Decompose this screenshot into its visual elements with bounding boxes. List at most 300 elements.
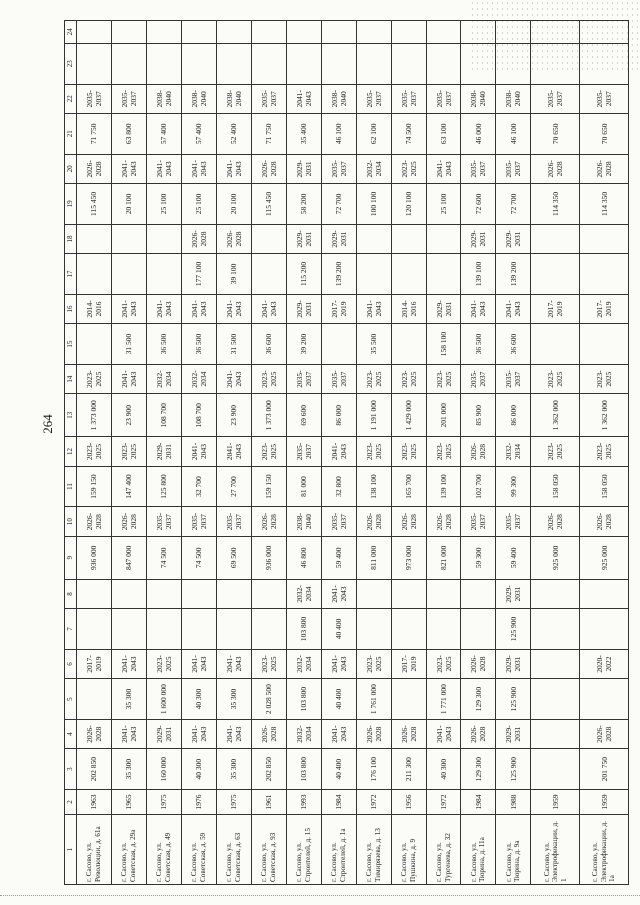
table-cell: 72 700	[496, 184, 531, 225]
table-row	[531, 21, 580, 885]
table-cell: 1975	[216, 790, 251, 815]
table-cell: 2041-2043	[426, 719, 461, 748]
table-cell: 103 800	[286, 679, 321, 720]
table-cell: 160 000	[146, 749, 181, 790]
table-cell: 2041-2043	[111, 649, 146, 678]
table-cell	[580, 43, 629, 84]
table-cell: 35 300	[216, 679, 251, 720]
table-cell: 2041-2043	[111, 364, 146, 393]
table-cell: 35 500	[356, 324, 391, 365]
table-cell: 2041-2043	[321, 579, 356, 608]
table-cell: 2026-2028	[531, 154, 580, 183]
table-cell: 1972	[356, 790, 391, 815]
table-cell	[580, 254, 629, 295]
table-cell: 1963	[77, 790, 112, 815]
column-header: 2	[65, 790, 77, 815]
table-cell	[111, 254, 146, 295]
table-cell	[146, 609, 181, 650]
table-cell: 63 800	[111, 113, 146, 154]
table-cell: 2041-2043	[181, 719, 216, 748]
table-cell	[77, 579, 112, 608]
table-cell: 821 000	[426, 536, 461, 579]
table-cell: 86 000	[321, 394, 356, 437]
table-cell: 114 350	[531, 184, 580, 225]
table-cell	[496, 21, 531, 44]
table-cell: 59 400	[321, 536, 356, 579]
table-cell: 2032-2034	[286, 649, 321, 678]
table-cell: 70 650	[580, 113, 629, 154]
table-cell: 20 100	[111, 184, 146, 225]
table-cell: 20 100	[216, 184, 251, 225]
table-cell: 2041-2043	[216, 154, 251, 183]
table-cell	[531, 254, 580, 295]
table-cell	[181, 579, 216, 608]
table-cell: 2029-2031	[321, 224, 356, 253]
table-cell: 70 650	[531, 113, 580, 154]
table-cell	[531, 324, 580, 365]
table-cell: 2035-2037	[461, 507, 496, 536]
table-cell: 1984	[461, 790, 496, 815]
table-cell	[146, 43, 181, 84]
table-cell: 1 362 000	[531, 394, 580, 437]
column-header: 11	[65, 466, 77, 507]
table-cell	[181, 609, 216, 650]
table-cell: 2023-2025	[77, 437, 112, 466]
table-cell: 2041-2043	[216, 364, 251, 393]
table-cell: 2041-2043	[216, 649, 251, 678]
table-cell	[461, 579, 496, 608]
table-cell: 36 500	[181, 324, 216, 365]
table-cell: 139 200	[496, 254, 531, 295]
table-cell: 23 900	[216, 394, 251, 437]
table-cell: 1993	[286, 790, 321, 815]
table-cell: 2026-2028	[580, 154, 629, 183]
address-cell: г. Сасово, ул. Строителей, д. 1а	[321, 814, 356, 884]
table-cell: 159 150	[77, 466, 112, 507]
table-cell: 2026-2028	[356, 507, 391, 536]
table-cell: 129 300	[461, 749, 496, 790]
table-cell	[580, 579, 629, 608]
table-cell: 2023-2025	[391, 437, 426, 466]
table-cell: 25 100	[426, 184, 461, 225]
table-row	[496, 21, 531, 885]
table-cell: 2041-2043	[496, 294, 531, 323]
table-cell: 2041-2043	[181, 649, 216, 678]
table-cell	[531, 224, 580, 253]
table-cell: 1 761 000	[356, 679, 391, 720]
table-cell: 40 400	[321, 679, 356, 720]
table-cell: 2029-2031	[496, 719, 531, 748]
column-header: 14	[65, 364, 77, 393]
table-cell: 2041-2043	[111, 294, 146, 323]
table-cell	[77, 21, 112, 44]
table-cell: 36 600	[251, 324, 286, 365]
table-cell: 2041-2043	[251, 294, 286, 323]
table-cell: 69 500	[216, 536, 251, 579]
table-cell: 108 700	[146, 394, 181, 437]
table-cell: 2026-2028	[461, 437, 496, 466]
table-row	[461, 21, 496, 885]
column-header: 19	[65, 184, 77, 225]
table-cell: 2029-2031	[461, 224, 496, 253]
table-cell: 32 700	[181, 466, 216, 507]
rotated-table-container	[64, 20, 629, 885]
table-row	[111, 21, 146, 885]
table-cell: 2017-2019	[321, 294, 356, 323]
table-cell: 165 700	[391, 466, 426, 507]
table-cell: 74 500	[181, 536, 216, 579]
table-cell	[496, 43, 531, 84]
table-cell: 2035-2037	[216, 507, 251, 536]
table-row	[146, 21, 181, 885]
table-cell	[426, 224, 461, 253]
table-cell: 102 700	[461, 466, 496, 507]
table-cell: 2041-2043	[216, 437, 251, 466]
table-cell: 1972	[426, 790, 461, 815]
table-cell: 2035-2037	[251, 84, 286, 113]
table-cell: 176 100	[356, 749, 391, 790]
table-cell	[251, 224, 286, 253]
table-cell	[531, 719, 580, 748]
table-cell: 2041-2043	[181, 437, 216, 466]
table-cell: 2041-2043	[286, 84, 321, 113]
table-cell: 139 200	[321, 254, 356, 295]
table-cell: 147 400	[111, 466, 146, 507]
table-cell	[531, 679, 580, 720]
table-cell: 40 300	[181, 679, 216, 720]
column-header: 22	[65, 84, 77, 113]
table-cell	[391, 579, 426, 608]
table-cell: 2035-2037	[77, 84, 112, 113]
table-cell	[426, 254, 461, 295]
table-cell: 973 000	[391, 536, 426, 579]
table-cell	[461, 609, 496, 650]
table-cell	[356, 254, 391, 295]
table-cell	[216, 21, 251, 44]
table-cell: 2035-2037	[146, 507, 181, 536]
table-cell	[531, 649, 580, 678]
table-cell	[391, 324, 426, 365]
table-cell: 2038-2040	[496, 84, 531, 113]
table-cell	[391, 679, 426, 720]
table-cell: 71 750	[77, 113, 112, 154]
table-cell: 63 100	[426, 113, 461, 154]
table-cell	[216, 609, 251, 650]
table-cell: 2032-2034	[356, 154, 391, 183]
table-cell: 69 600	[286, 394, 321, 437]
table-cell: 74 500	[391, 113, 426, 154]
address-cell: г. Сасово, ул. Электрофикации, д. 1а	[580, 814, 629, 884]
address-cell: г. Сасово, ул. Советская, д. 63	[216, 814, 251, 884]
table-cell: 62 100	[356, 113, 391, 154]
table-cell: 25 100	[181, 184, 216, 225]
table-cell	[286, 21, 321, 44]
table-cell: 2032-2034	[286, 719, 321, 748]
table-cell	[391, 224, 426, 253]
table-cell: 2041-2043	[216, 294, 251, 323]
table-cell: 36 500	[146, 324, 181, 365]
table-cell: 2023-2025	[580, 364, 629, 393]
table-cell: 115 450	[77, 184, 112, 225]
table-cell: 40 400	[321, 609, 356, 650]
table-cell	[146, 224, 181, 253]
table-cell: 2035-2037	[286, 437, 321, 466]
table-row	[321, 21, 356, 885]
table-cell: 2041-2043	[321, 719, 356, 748]
table-cell: 2026-2028	[77, 507, 112, 536]
table-cell: 2014-2016	[77, 294, 112, 323]
column-header: 16	[65, 294, 77, 323]
table-cell: 2023-2025	[531, 437, 580, 466]
table-cell: 2026-2028	[356, 719, 391, 748]
table-cell: 2035-2037	[496, 364, 531, 393]
table-cell: 2032-2034	[286, 579, 321, 608]
table-cell: 115 200	[286, 254, 321, 295]
table-cell: 2023-2025	[531, 364, 580, 393]
table-cell	[251, 609, 286, 650]
table-cell: 2038-2040	[321, 84, 356, 113]
table-cell: 2023-2025	[146, 649, 181, 678]
table-row	[391, 21, 426, 885]
column-header: 5	[65, 679, 77, 720]
table-cell: 847 000	[111, 536, 146, 579]
column-header: 15	[65, 324, 77, 365]
table-cell: 35 300	[111, 749, 146, 790]
table-cell: 2026-2028	[531, 507, 580, 536]
column-header: 21	[65, 113, 77, 154]
table-cell	[77, 224, 112, 253]
table-cell	[216, 43, 251, 84]
table-cell	[77, 609, 112, 650]
table-cell: 2029-2031	[496, 224, 531, 253]
table-cell: 2029-2031	[496, 649, 531, 678]
table-cell	[181, 21, 216, 44]
table-cell: 936 000	[251, 536, 286, 579]
table-cell: 2035-2037	[496, 507, 531, 536]
table-cell	[321, 21, 356, 44]
table-cell	[580, 324, 629, 365]
table-row	[356, 21, 391, 885]
table-cell: 125 800	[146, 466, 181, 507]
table-cell: 2023-2025	[391, 364, 426, 393]
table-cell	[391, 609, 426, 650]
table-cell: 2026-2028	[111, 507, 146, 536]
table-cell	[531, 21, 580, 44]
table-cell: 72 600	[461, 184, 496, 225]
table-cell: 46 000	[461, 113, 496, 154]
column-header: 7	[65, 609, 77, 650]
address-cell: г. Сасово, ул. Советская, д. 93	[251, 814, 286, 884]
table-cell: 2029-2031	[146, 437, 181, 466]
table-cell: 58 200	[286, 184, 321, 225]
table-cell	[251, 43, 286, 84]
table-cell	[580, 21, 629, 44]
table-cell: 1 771 000	[426, 679, 461, 720]
table-cell: 2026-2028	[251, 719, 286, 748]
table-row	[77, 21, 112, 885]
table-cell: 2035-2037	[286, 364, 321, 393]
table-cell: 1 429 000	[391, 394, 426, 437]
column-header: 10	[65, 507, 77, 536]
column-header: 17	[65, 254, 77, 295]
table-cell: 2035-2037	[461, 364, 496, 393]
table-cell: 2026-2028	[77, 154, 112, 183]
table-cell: 2026-2028	[77, 719, 112, 748]
table-cell	[426, 43, 461, 84]
table-cell	[531, 43, 580, 84]
address-cell: г. Сасово, ул. Тюрина, д. 9а	[496, 814, 531, 884]
table-cell	[461, 21, 496, 44]
table-cell: 2035-2037	[111, 84, 146, 113]
table-cell: 2026-2028	[391, 507, 426, 536]
table-cell: 2035-2037	[580, 84, 629, 113]
table-cell	[77, 254, 112, 295]
table-cell: 2026-2028	[251, 154, 286, 183]
table-cell: 57 400	[146, 113, 181, 154]
table-cell: 46 100	[321, 113, 356, 154]
table-cell: 32 800	[321, 466, 356, 507]
table-cell	[461, 43, 496, 84]
table-cell: 108 700	[181, 394, 216, 437]
table-row	[580, 21, 629, 885]
table-cell: 936 000	[77, 536, 112, 579]
table-cell: 159 150	[251, 466, 286, 507]
table-cell	[321, 324, 356, 365]
table-cell: 114 350	[580, 184, 629, 225]
address-cell: г. Сасово, ул. Советская, д. 29а	[111, 814, 146, 884]
column-header: 18	[65, 224, 77, 253]
table-cell	[391, 43, 426, 84]
table-cell	[356, 224, 391, 253]
table-cell: 2026-2028	[216, 224, 251, 253]
table-cell: 2029-2031	[286, 154, 321, 183]
table-cell: 1 373 000	[77, 394, 112, 437]
table-cell: 925 000	[580, 536, 629, 579]
table-cell: 35 400	[286, 113, 321, 154]
table-cell: 2041-2043	[321, 649, 356, 678]
table-cell	[77, 43, 112, 84]
header-row	[65, 21, 77, 885]
table-cell: 120 100	[391, 184, 426, 225]
table-cell: 2026-2028	[251, 507, 286, 536]
table-cell	[426, 579, 461, 608]
table-cell	[580, 679, 629, 720]
table-cell: 31 500	[111, 324, 146, 365]
table-cell: 1 191 000	[356, 394, 391, 437]
table-cell: 2026-2028	[461, 649, 496, 678]
table-cell: 27 700	[216, 466, 251, 507]
table-cell: 2029-2031	[426, 294, 461, 323]
column-header: 13	[65, 394, 77, 437]
table-cell: 2041-2043	[216, 719, 251, 748]
table-cell: 2023-2025	[391, 154, 426, 183]
table-cell	[531, 579, 580, 608]
table-cell: 158 050	[531, 466, 580, 507]
column-header: 8	[65, 579, 77, 608]
table-cell	[286, 43, 321, 84]
table-cell: 2035-2037	[391, 84, 426, 113]
table-cell: 1975	[146, 790, 181, 815]
address-cell: г. Сасово, ул. Строителей, д. 15	[286, 814, 321, 884]
table-cell: 138 100	[356, 466, 391, 507]
table-cell: 36 600	[496, 324, 531, 365]
table-cell: 2035-2037	[531, 84, 580, 113]
table-cell: 2035-2037	[321, 154, 356, 183]
table-cell: 35 300	[111, 679, 146, 720]
table-cell: 925 000	[531, 536, 580, 579]
table-cell	[251, 254, 286, 295]
table-cell: 2032-2034	[181, 364, 216, 393]
repair-schedule-table	[64, 20, 629, 885]
table-cell: 2023-2025	[356, 437, 391, 466]
table-cell: 2023-2025	[356, 649, 391, 678]
table-cell: 2023-2025	[251, 649, 286, 678]
table-cell	[111, 579, 146, 608]
table-cell: 2 028 500	[251, 679, 286, 720]
page-number: 264	[39, 414, 55, 434]
table-cell	[426, 609, 461, 650]
table-cell	[580, 224, 629, 253]
table-cell: 2023-2025	[251, 437, 286, 466]
table-cell: 2038-2040	[181, 84, 216, 113]
table-cell: 2041-2043	[181, 294, 216, 323]
table-cell: 25 100	[146, 184, 181, 225]
table-cell	[77, 679, 112, 720]
address-cell: г. Сасово, ул. Тургенева, д. 32	[426, 814, 461, 884]
table-cell: 23 900	[111, 394, 146, 437]
table-cell: 125 900	[496, 749, 531, 790]
table-cell	[146, 254, 181, 295]
table-cell: 202 850	[77, 749, 112, 790]
table-cell: 2038-2040	[216, 84, 251, 113]
table-cell: 46 100	[496, 113, 531, 154]
table-cell: 46 800	[286, 536, 321, 579]
table-row	[286, 21, 321, 885]
table-cell: 103 800	[286, 749, 321, 790]
address-cell: г. Сасово, ул. Советская, д. 49	[146, 814, 181, 884]
table-cell: 139 100	[426, 466, 461, 507]
table-cell: 1984	[321, 790, 356, 815]
table-cell: 2041-2043	[321, 437, 356, 466]
table-cell: 59 400	[496, 536, 531, 579]
table-cell	[111, 224, 146, 253]
table-cell: 2038-2040	[461, 84, 496, 113]
table-cell	[426, 21, 461, 44]
table-cell	[251, 579, 286, 608]
table-cell: 1961	[251, 790, 286, 815]
table-cell: 2029-2031	[496, 579, 531, 608]
address-cell: г. Сасово, ул. Тюрина, д. 11а	[461, 814, 496, 884]
table-cell: 2041-2043	[356, 294, 391, 323]
table-cell: 2041-2043	[181, 154, 216, 183]
table-cell: 125 900	[496, 679, 531, 720]
column-header: 23	[65, 43, 77, 84]
table-cell: 177 100	[181, 254, 216, 295]
table-cell: 31 500	[216, 324, 251, 365]
table-cell: 2041-2043	[461, 294, 496, 323]
table-cell: 2017-2019	[531, 294, 580, 323]
table-cell: 1 362 000	[580, 394, 629, 437]
table-cell: 2029-2031	[286, 294, 321, 323]
table-cell: 2041-2043	[426, 154, 461, 183]
table-cell: 1965	[111, 790, 146, 815]
table-cell: 74 500	[146, 536, 181, 579]
address-cell: г. Сасово, ул. Революции, д. 61а	[77, 814, 112, 884]
table-cell: 103 800	[286, 609, 321, 650]
table-cell	[580, 609, 629, 650]
page-edge	[0, 895, 640, 897]
table-cell	[531, 609, 580, 650]
